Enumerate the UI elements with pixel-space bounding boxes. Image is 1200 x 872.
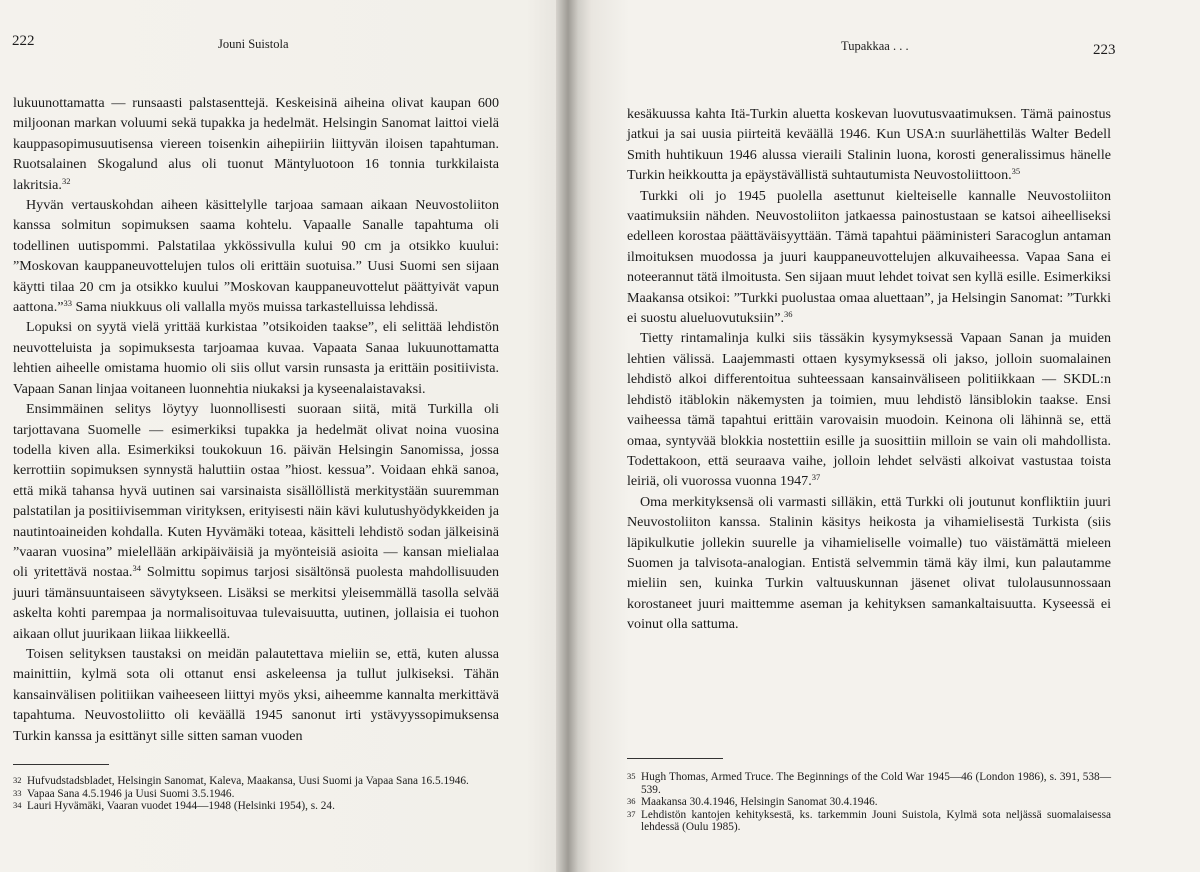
footnote-ref[interactable]: 35 bbox=[1011, 166, 1021, 177]
footnote-divider bbox=[627, 758, 723, 759]
running-head-left: Jouni Suistola bbox=[218, 37, 289, 51]
paragraph: Turkki oli jo 1945 puolella asettunut kielteiselle kannalle Neuvostoliiton vaatimuksiin nähden. Neuvostoliiton jatkaessa painostustaan se katsoi aiheelliseksi edelleen korostaa päättäväisyyttään. Tämä tapahtui pääministeri Saracoglun antaman ilmoituksen muodossa ja juuri kauppaneuvottelujen alkuvaiheessa. Vapaa Sana ei noteerannut tätä ilmoitusta. Sen sijaan muut lehdet toivat sen kyllä esille. Esimerkiksi Maakansa otsikoi: ”Turkki puolustaa omaa aluettaan”, ja Helsingin Sanomat: ”Turkki ei suostu alueluovutuksiin”.$^{36}$ bbox=[627, 187, 1111, 327]
footnote: 35 Hugh Thomas, Armed Truce. The Beginnings of the Cold War 1945—46 (London 1986), s. 391, 538—539. bbox=[627, 771, 1111, 796]
page-number-right: 223 bbox=[1093, 42, 1116, 58]
paragraph: Oma merkityksensä oli varmasti silläkin, että Turkki oli joutunut konfliktiin juuri Neuvostoliiton kanssa. Stalinin käsitys heikosta ja vihamielisestä Turkista (siis läpikulkutie jollekin suurelle ja vihamieliselle voimalle) tuo väistämättä mieleen Suomen ja talvisota-analogian. Entistä selvemmin tämä käy ilmi, kun palautamme mieliin sen, kuinka Turkin valtuuskunnan jäsenet olivat tulolausunnossaan korostaneet juuri maittemme aseman ja kehityksen samankaltaisuutta. Kyseessä ei voinut olla sattuma. bbox=[627, 493, 1111, 633]
footnote: 33 Vapaa Sana 4.5.1946 ja Uusi Suomi 3.5.1946. bbox=[13, 787, 235, 800]
footnotes-right bbox=[627, 771, 1111, 834]
paragraph: lukuunottamatta — runsaasti palstasenttejä. Keskeisinä aiheina olivat kaupan 600 miljoonan markan voluumi sekä tupakka ja hedelmät. Helsingin Sanomat laittoi vielä kauppasopimusuutisensa viereen toisenkin aihepiiriin liittyvän iloisen tapahtuman. Ruotsalainen Skogalund alus oli tuonut Mäntyluotoon 16 tonnia turkkilaista lakritsia.$^{32}$ bbox=[13, 95, 499, 193]
paragraph: Ensimmäinen selitys löytyy luonnollisesti suoraan siitä, mitä Turkilla oli tarjottavana Suomelle — esimerkiksi tupakka ja hedelmät olivat noina vuosina todella kiven alla. Esimerkiksi toukokuun 16. päivän Helsingin Sanomissa, jossa kerrottiin sopimuksen synnystä haluttiin ostaa ”hiost. kessua”. Voidaan ehkä sanoa, että mikä tahansa hyvä uutinen sai varsinaista sisällöllistä merkitystään suuremman palstatilan ja positiivisemman virityksen, erityisesti näin kävi kulutushyödykkeiden ja nautintoaineiden kohdalla. Kuten Hyvämäki toteaa, käsitteli lehdistö sodan jälkeisinä ”vaaran vuosina” mielellään arkipäiväisiä ja myönteisiä asioita — kansan mielialaa oli yritettävä nostaa.$^{34}$ Solmittu sopimus tarjosi sisältönsä puolesta mahdollisuuden juuri tämänsuuntaiseen sävytykseen. Lisäksi se merkitsi yleisemmällä tasolla selvää askelta kohti parempaa ja normalisoituvaa tulevaisuutta, uutinen, jollaisia ei tuohon aikaan ollut juurikaan liikaa liikkeellä. bbox=[13, 401, 499, 642]
book-gutter bbox=[556, 0, 578, 872]
left-page bbox=[0, 0, 598, 872]
paragraph: Toisen selityksen taustaksi on meidän palautettava mieliin se, että, kuten alussa mainittiin, kylmä sota oli ottanut ensi askeleensa ja tullut julkiseksi. Tähän kansainvälisen politiikan vaiheeseen liittyi myös yksi, aiheemme kannalta merkittävä tapahtuma. Neuvostoliitto oli keväällä 1945 sanonut irti ystävyyssopimuksensa Turkin kanssa ja esittänyt sille sitten saman vuoden bbox=[13, 645, 499, 744]
footnote-ref[interactable]: 36 bbox=[783, 309, 793, 320]
page-number-left: 222 bbox=[12, 33, 35, 49]
footnote-ref[interactable]: 33 bbox=[63, 298, 72, 309]
footnote-ref[interactable]: 32 bbox=[61, 175, 71, 186]
footnote: 36 Maakansa 30.4.1946, Helsingin Sanomat 30.4.1946. bbox=[627, 796, 878, 809]
paragraph: Tietty rintamalinja kulki siis tässäkin kysymyksessä Vapaan Sanan ja muiden lehtien välissä. Laajemmasti ottaen kysymyksessä oli jakso, jolloin suomalainen lehdistö alkoi differentoitua suhteessaan kansainväliseen politiikkaan — SKDL:n lehdistö itäblokin näkemysten ja toimien, muu lehdistö länsiblokin taakse. Ensi vaiheessa tämä tapahtui erittäin varovaisin muodoin. Keinona oli lähinnä se, että omaa, syntyvää blokkia nostettiin esille ja suosittiin milloin se vain oli mahdollista. Todettakoon, että seuraava vaihe, jolloin lehdet selvästi alkoivat vastustaa toista leiriä, oli vuorossa vuonna 1947.37 bbox=[627, 330, 1111, 490]
body-text-right bbox=[627, 104, 1111, 635]
paragraph: Lopuksi on syytä vielä yrittää kurkistaa ”otsikoiden taakse”, eli selittää lehdistön neuvotteluista ja sopimuksesta tarjoamaa kuvaa. Vapaata Sanaa lukuunottamatta lehtien aiheelle omistama huomio oli siis ollut varsin runsasta ja erittäin positiivista. Vapaan Sanan linjaa voitaneen luonnehtia niukaksi ja kyseenalaistavaksi. bbox=[13, 319, 499, 397]
footnote: 32 Hufvudstadsbladet, Helsingin Sanomat, Kaleva, Maakansa, Uusi Suomi ja Vapaa Sana 16.5.1946. bbox=[13, 775, 469, 787]
paragraph: Hyvän vertauskohdan aiheen käsittelylle tarjoaa samaan aikaan Neuvostoliiton kanssa solmitun sopimuksen saama kohtelu. Vapaalle Sanalle tapahtuma oli todellinen uutispommi. Palstatilaa ykkössivulla kului 90 cm ja otsikko kuului: ”Moskovan kauppaneuvottelujen tulos oli erittäin suotuisa.” Uusi Suomi sen sijaan käytti tilaa 20 cm ja otsikko kuului ”Moskovan kauppaneuvottelut päättyivät vapun aattona.”$^{33}$ Sama niukkuus oli vallalla myös muissa tarkastelluissa lehdissä. bbox=[13, 197, 499, 316]
footnote: 37 Lehdistön kantojen kehityksestä, ks. tarkemmin Jouni Suistola, Kylmä sota neljässä suomalaisessa lehdessä (Oulu 1985). bbox=[627, 808, 1111, 834]
footnotes-left bbox=[13, 775, 499, 813]
running-head-right: Tupakkaa . . . bbox=[841, 39, 909, 53]
footnote-ref[interactable]: 34 bbox=[132, 563, 141, 574]
footnote: 34 Lauri Hyvämäki, Vaaran vuodet 1944—1948 (Helsinki 1954), s. 24. bbox=[13, 800, 335, 813]
paragraph: kesäkuussa kahta Itä-Turkin aluetta koskevan luovutusvaatimuksen. Tämä painostus jatkui ja sai uusia piirteitä keväällä 1946. Kun USA:n suurlähettiläs Walter Bedell Smith huhtikuun 1946 alussa vieraili Stalinin luona, korosti generalissimus hänelle Turkin heikkoutta ja epäystävällistä suhtautumista Neuvostoliittoon.$^{35}$ bbox=[627, 106, 1111, 184]
body-text-left bbox=[13, 93, 499, 746]
footnote-divider bbox=[13, 764, 109, 765]
right-page bbox=[566, 0, 1200, 872]
footnote-ref[interactable]: 37 bbox=[811, 472, 821, 483]
